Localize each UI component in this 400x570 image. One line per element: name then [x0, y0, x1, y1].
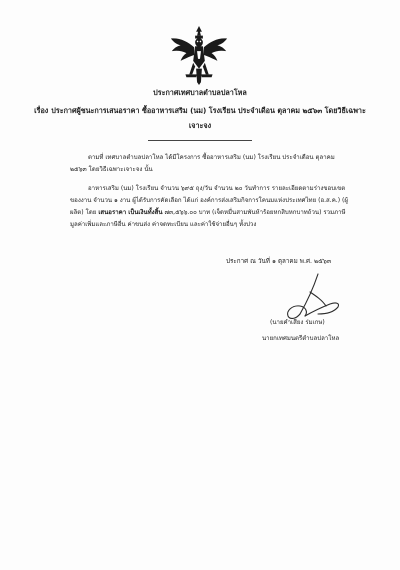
signer-position: นายกเทศมนตรีตำบลปลาโหล: [262, 335, 340, 342]
paragraph-intro: ตามที่ เทศบาลตำบลปลาโหล ได้มีโครงการ ซื้ออาหารเสริม (นม) โรงเรียน ประจำเดือน ตุลาคม ๒๕๖๓ โดยวิธีเฉพาะเจาะจง นั้น: [70, 154, 335, 173]
subject-line: [30, 103, 370, 133]
announcement-date: ประกาศ ณ วันที่ ๑ ตุลาคม พ.ศ. ๒๕๖๓: [226, 258, 332, 265]
document-header: [30, 88, 370, 133]
award-amount-label: เสนอราคา เป็นเงินทั้งสิ้น: [98, 209, 163, 216]
document-body: [70, 152, 348, 231]
award-details: อาหารเสริม (นม) โรงเรียน จำนวน ๖๙๕ ถุง/วัน จำนวน ๒๐ วันทำการ รายละเอียดตามร่างขอบเขตของงาน จำนวน ๑ งาน ผู้ได้รับการคัดเลือก ได้แก่ องค์การส่งเสริมกิจการโคนมแห่งประเทศไทย (อ.ส.ค.) (ผู้ผลิต) โดย: [70, 185, 348, 216]
signer-name: (นายคำเสียง ร่มเกษ): [270, 319, 325, 326]
subject-label: เรื่อง: [34, 106, 49, 115]
paragraph-award: [70, 183, 348, 231]
subject-text: ประกาศผู้ชนะการเสนอราคา ซื้ออาหารเสริม (นม) โรงเรียน ประจำเดือน ตุลาคม ๒๕๖๓ โดยวิธีเฉพาะเจาะจง: [51, 106, 366, 130]
agency-title: ประกาศเทศบาลตำบลปลาโหล: [153, 88, 247, 97]
garuda-emblem-icon: [168, 24, 230, 86]
award-amount: ๗๓,๕๖๖.๐๐ บาท (เจ็ดหมื่นสามพันห้าร้อยหกสิบหกบาทถ้วน) รวมภาษีมูลค่าเพิ่มและภาษีอื่น ค่าขนส่ง ค่าจดทะเบียน และค่าใช้จ่ายอื่นๆ ทั้งปวง: [70, 209, 346, 228]
header-divider: [148, 140, 252, 141]
